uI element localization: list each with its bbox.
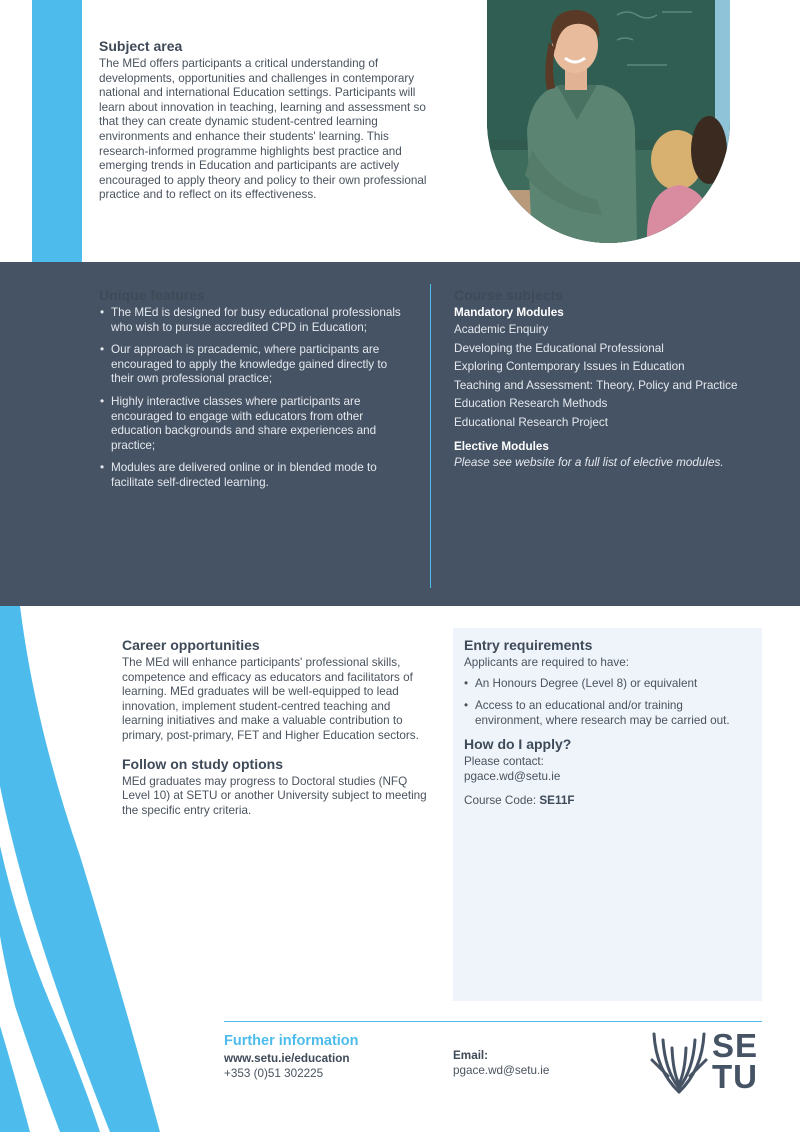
career-body: The MEd will enhance participants' professional skills, competence and efficacy as educators and facilitators of learning. MEd graduates will be well-equipped to lead innovation, implement student-centred teaching and learning initiatives and make a valuable contribution to primary, post-primary, FET and Higher Education sectors.: [122, 656, 419, 742]
follow-on-title: Follow on study options: [122, 755, 283, 772]
further-info-title: Further information: [224, 1033, 359, 1049]
course-code-value: SE11F: [539, 793, 575, 807]
elective-modules-heading: Elective Modules: [454, 439, 549, 453]
unique-features-title: Unique features: [99, 287, 205, 303]
list-item: • Modules are delivered online or in blended mode to facilitate self-directed learning.: [99, 461, 411, 490]
unique-features-list: [99, 306, 411, 491]
module-item: Academic Enquiry: [454, 323, 549, 336]
module-item: Teaching and Assessment: Theory, Policy and Practice: [454, 378, 738, 392]
decorative-blue-bar: [32, 0, 82, 262]
apply-title: How do I apply?: [464, 736, 572, 753]
subject-area-body: The MEd offers participants a critical understanding of developments, opportunities and challenges in contemporary national and international Education settings. Participants will learn about innovation in teaching, learning and assessment so that they can create dynamic student-centred learning environments and enhance their students' learning. This research-informed programme highlights best practice and emerging trends in Education and participants are actively encouraged to apply theory and policy to their own professional practice and to reflect on its effectiveness.: [99, 57, 427, 202]
course-code-line: [464, 794, 751, 807]
course-subjects-section: [454, 287, 784, 470]
phone-number: +353 (0)51 302225: [224, 1067, 324, 1080]
mandatory-modules-heading: Mandatory Modules: [454, 306, 564, 319]
career-title: Career opportunities: [122, 637, 260, 653]
apply-contact-label: Please contact:: [464, 755, 544, 769]
follow-on-body: MEd graduates may progress to Doctoral studies (NFQ Level 10) at SETU or another University subject to meeting the specific entry criteria.: [122, 774, 427, 817]
setu-logo-text: [712, 1027, 759, 1095]
email-block: [453, 1048, 603, 1078]
further-information: [224, 1033, 424, 1081]
list-item: • The MEd is designed for busy educational professionals who wish to pursue accredited CPD in Education;: [99, 306, 411, 335]
entry-title: Entry requirements: [464, 637, 593, 653]
entry-requirements-box: [453, 628, 762, 1001]
module-item: Developing the Educational Professional: [454, 341, 664, 355]
setu-logo: [650, 1027, 765, 1096]
email-label: Email:: [453, 1049, 489, 1062]
email-link[interactable]: pgace.wd@setu.ie: [453, 1064, 550, 1077]
list-item: • An Honours Degree (Level 8) or equivalent: [464, 677, 751, 692]
footer-divider: [224, 1021, 762, 1022]
teacher-photo: [487, 0, 730, 243]
vertical-divider: [430, 284, 431, 588]
website-link[interactable]: www.setu.ie/education: [224, 1052, 350, 1065]
module-item: Exploring Contemporary Issues in Education: [454, 360, 685, 374]
module-item: Educational Research Project: [454, 415, 608, 429]
list-item: • Our approach is pracademic, where participants are encouraged to apply the knowledge gained directly to their own professional practice;: [99, 343, 411, 387]
list-item: • Access to an educational and/or training environment, where research may be carried out.: [464, 699, 751, 728]
subject-area-section: [99, 38, 434, 203]
career-section: [122, 637, 434, 830]
course-subjects-title: Course subjects: [454, 287, 563, 303]
entry-intro: Applicants are required to have:: [464, 656, 630, 669]
module-item: Education Research Methods: [454, 397, 608, 411]
logo-line-1: SE: [712, 1027, 759, 1064]
elective-modules-note: Please see website for a full list of elective modules.: [454, 455, 724, 469]
course-code-label: Course Code:: [464, 793, 537, 807]
list-item: • Highly interactive classes where participants are encouraged to engage with educators from other education backgrounds and share experiences and practice;: [99, 395, 411, 453]
unique-features-section: [99, 287, 411, 499]
subject-area-title: Subject area: [99, 38, 183, 54]
logo-line-2: TU: [712, 1058, 758, 1095]
apply-contact-email[interactable]: pgace.wd@setu.ie: [464, 769, 561, 783]
setu-logo-mark-icon: [650, 1030, 708, 1096]
entry-list: [464, 677, 751, 729]
